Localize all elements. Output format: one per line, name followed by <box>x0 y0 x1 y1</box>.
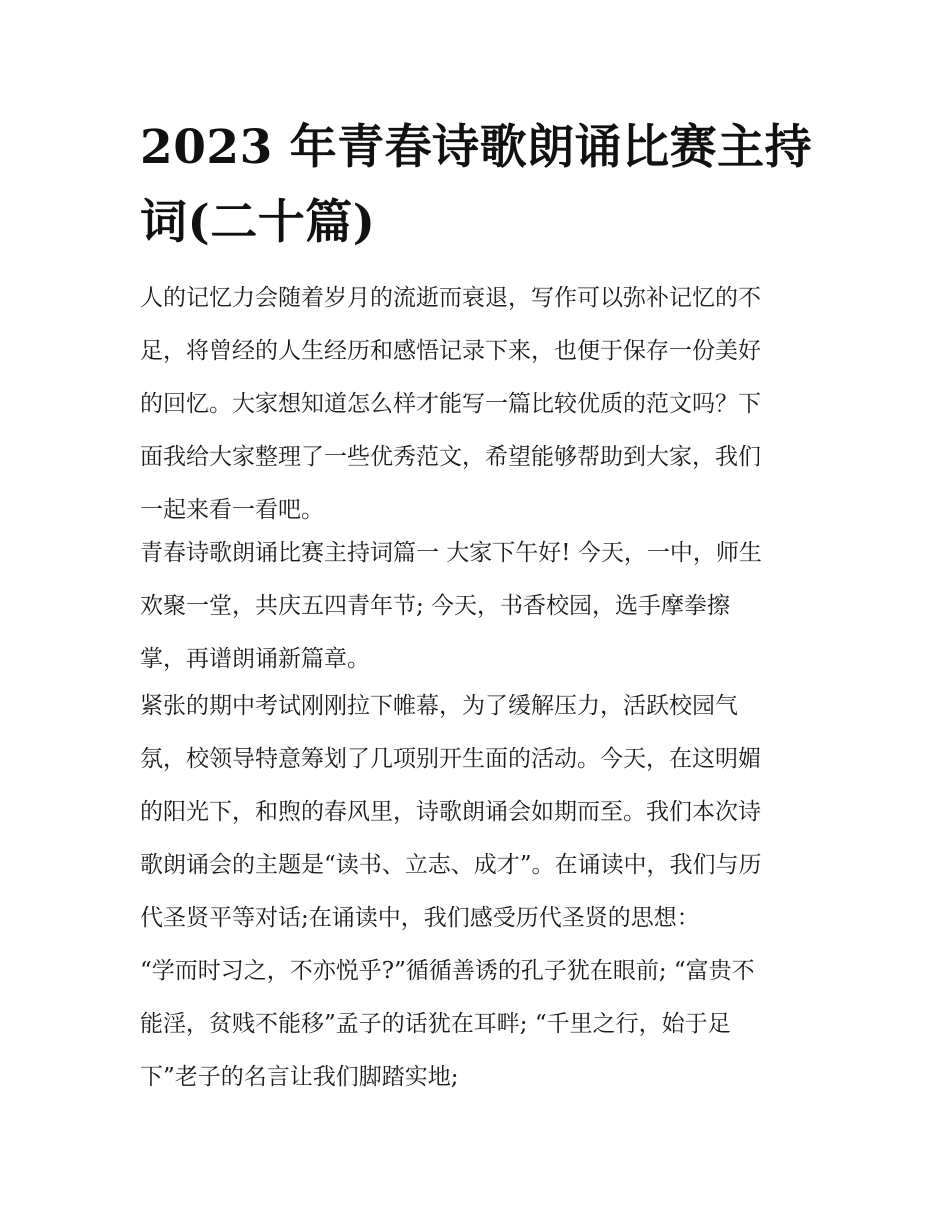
text-line: 欢聚一堂，共庆五四青年节; 今天，书香校园，选手摩拳擦 <box>140 593 731 619</box>
text-line: 人的记忆力会随着岁月的流逝而衰退，写作可以弥补记忆的不 <box>140 285 761 311</box>
text-line: 的阳光下，和煦的春风里，诗歌朗诵会如期而至。我们本次诗 <box>140 799 761 825</box>
text-line: 足，将曾经的人生经历和感悟记录下来，也便于保存一份美好 <box>140 338 761 364</box>
title-line: 词(二十篇) <box>140 195 376 250</box>
intro-paragraph <box>140 272 820 537</box>
text-line: 代圣贤平等对话;在诵读中，我们感受历代圣贤的思想： <box>140 905 700 931</box>
text-line: 面我给大家整理了一些优秀范文，希望能够帮助到大家，我们 <box>140 444 761 470</box>
text-line: 的回忆。大家想知道怎么样才能写一篇比较优质的范文吗？下 <box>140 391 761 417</box>
text-line: 一起来看一看吧。 <box>140 497 324 523</box>
text-line: 紧张的期中考试刚刚拉下帷幕，为了缓解压力，活跃校园气 <box>140 693 738 719</box>
text-line: 青春诗歌朗诵比赛主持词篇一 大家下午好! 今天，一中，师生 <box>140 540 762 566</box>
opening-paragraph <box>140 527 820 686</box>
text-line: 歌朗诵会的主题是“读书、立志、成才”。在诵读中，我们与历 <box>140 852 762 878</box>
text-line: 氛，校领导特意筹划了几项别开生面的活动。今天，在这明媚 <box>140 746 761 772</box>
body-paragraph <box>140 680 820 1104</box>
title-line: 2023 年青春诗歌朗诵比赛主持 <box>140 120 813 175</box>
text-line: 掌，再谱朗诵新篇章。 <box>140 646 370 672</box>
text-line: 能淫，贫贱不能移”孟子的话犹在耳畔; “千里之行，始于足 <box>140 1011 731 1037</box>
text-line: “学而时习之，不亦悦乎?”循循善诱的孔子犹在眼前; “富贵不 <box>140 958 755 984</box>
document-title <box>140 110 820 260</box>
text-line: 下”老子的名言让我们脚踏实地; <box>140 1064 459 1090</box>
